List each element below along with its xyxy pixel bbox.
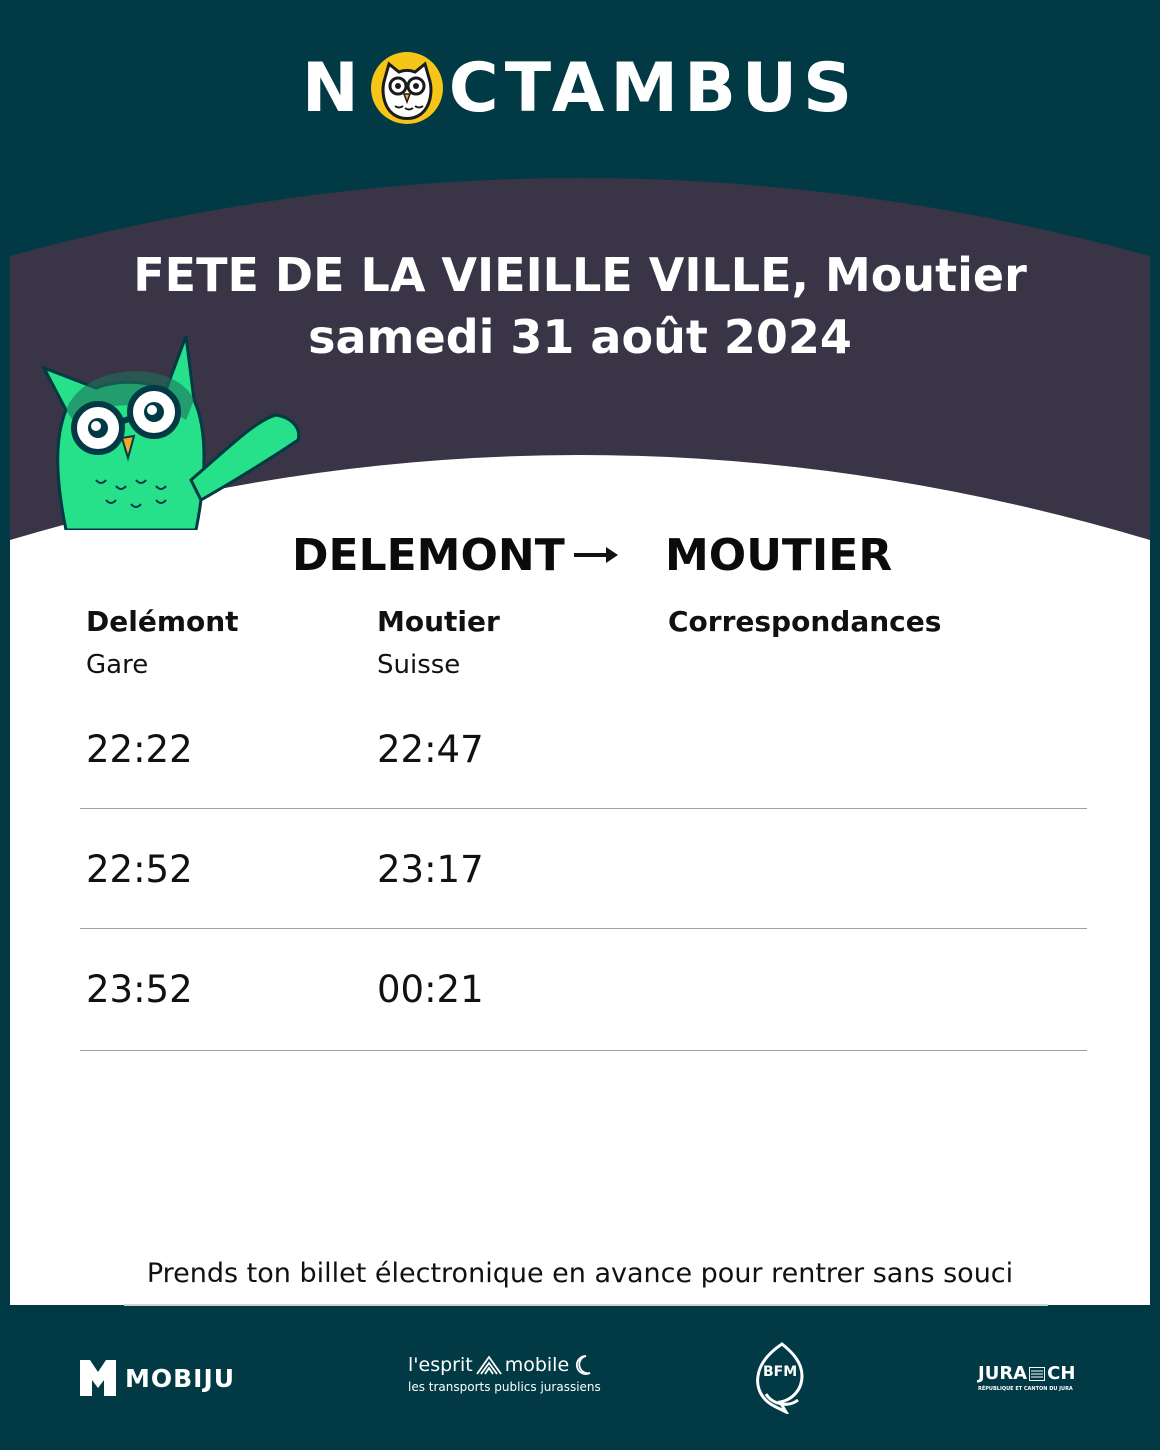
route-origin: DELEMONT <box>292 530 565 581</box>
logo-letters: CTAMBUS <box>448 48 859 128</box>
depart-time: 23:52 <box>86 968 193 1011</box>
esprit-text: l'esprit <box>408 1354 473 1376</box>
esprit-tagline: les transports publics jurassiens <box>408 1380 601 1394</box>
row-divider <box>80 808 1087 809</box>
ticket-note: Prends ton billet électronique en avance pour rentrer sans souci <box>146 1258 1014 1289</box>
noctambus-logo <box>0 48 1160 128</box>
jura-text: JURA <box>978 1363 1028 1384</box>
arrow-right-icon <box>572 544 620 566</box>
arrive-time: 00:21 <box>377 968 484 1011</box>
jura-flag-icon <box>1029 1367 1045 1381</box>
column-header-arrive: Moutier <box>377 605 500 638</box>
arrive-time: 23:17 <box>377 848 484 891</box>
column-sub-arrive: Suisse <box>377 650 461 680</box>
depart-time: 22:52 <box>86 848 193 891</box>
jura-tagline: RÉPUBLIQUE ET CANTON DU JURA <box>978 1386 1073 1392</box>
mobiju-wordmark: MOBIJU <box>125 1363 236 1393</box>
route-destination: MOUTIER <box>665 530 893 581</box>
esprit-mobile-logo <box>408 1354 608 1394</box>
column-sub-depart: Gare <box>86 650 149 680</box>
mobiju-logo <box>78 1358 235 1398</box>
column-header-connections: Correspondances <box>668 605 942 638</box>
row-divider <box>80 928 1087 929</box>
footer-divider <box>124 1304 1048 1306</box>
bfm-logo <box>752 1342 810 1414</box>
ch-text: CH <box>1047 1363 1076 1384</box>
route-heading <box>0 530 1160 590</box>
depart-time: 22:22 <box>86 728 193 771</box>
logo-letter-n: N <box>301 48 365 128</box>
event-title: FETE DE LA VIEILLE VILLE, Moutier <box>133 248 1027 302</box>
row-divider <box>80 1050 1087 1051</box>
logo-owl-icon <box>369 50 445 126</box>
column-header-depart: Delémont <box>86 605 239 638</box>
mobiju-m-icon <box>78 1358 118 1398</box>
event-date: samedi 31 août 2024 <box>308 310 852 364</box>
jura-ch-logo <box>978 1363 1090 1392</box>
mobile-text: mobile <box>504 1354 570 1376</box>
bridge-icon <box>476 1354 502 1376</box>
moon-icon <box>573 1354 593 1376</box>
arrive-time: 22:47 <box>377 728 484 771</box>
bfm-text: BFM <box>763 1364 798 1380</box>
